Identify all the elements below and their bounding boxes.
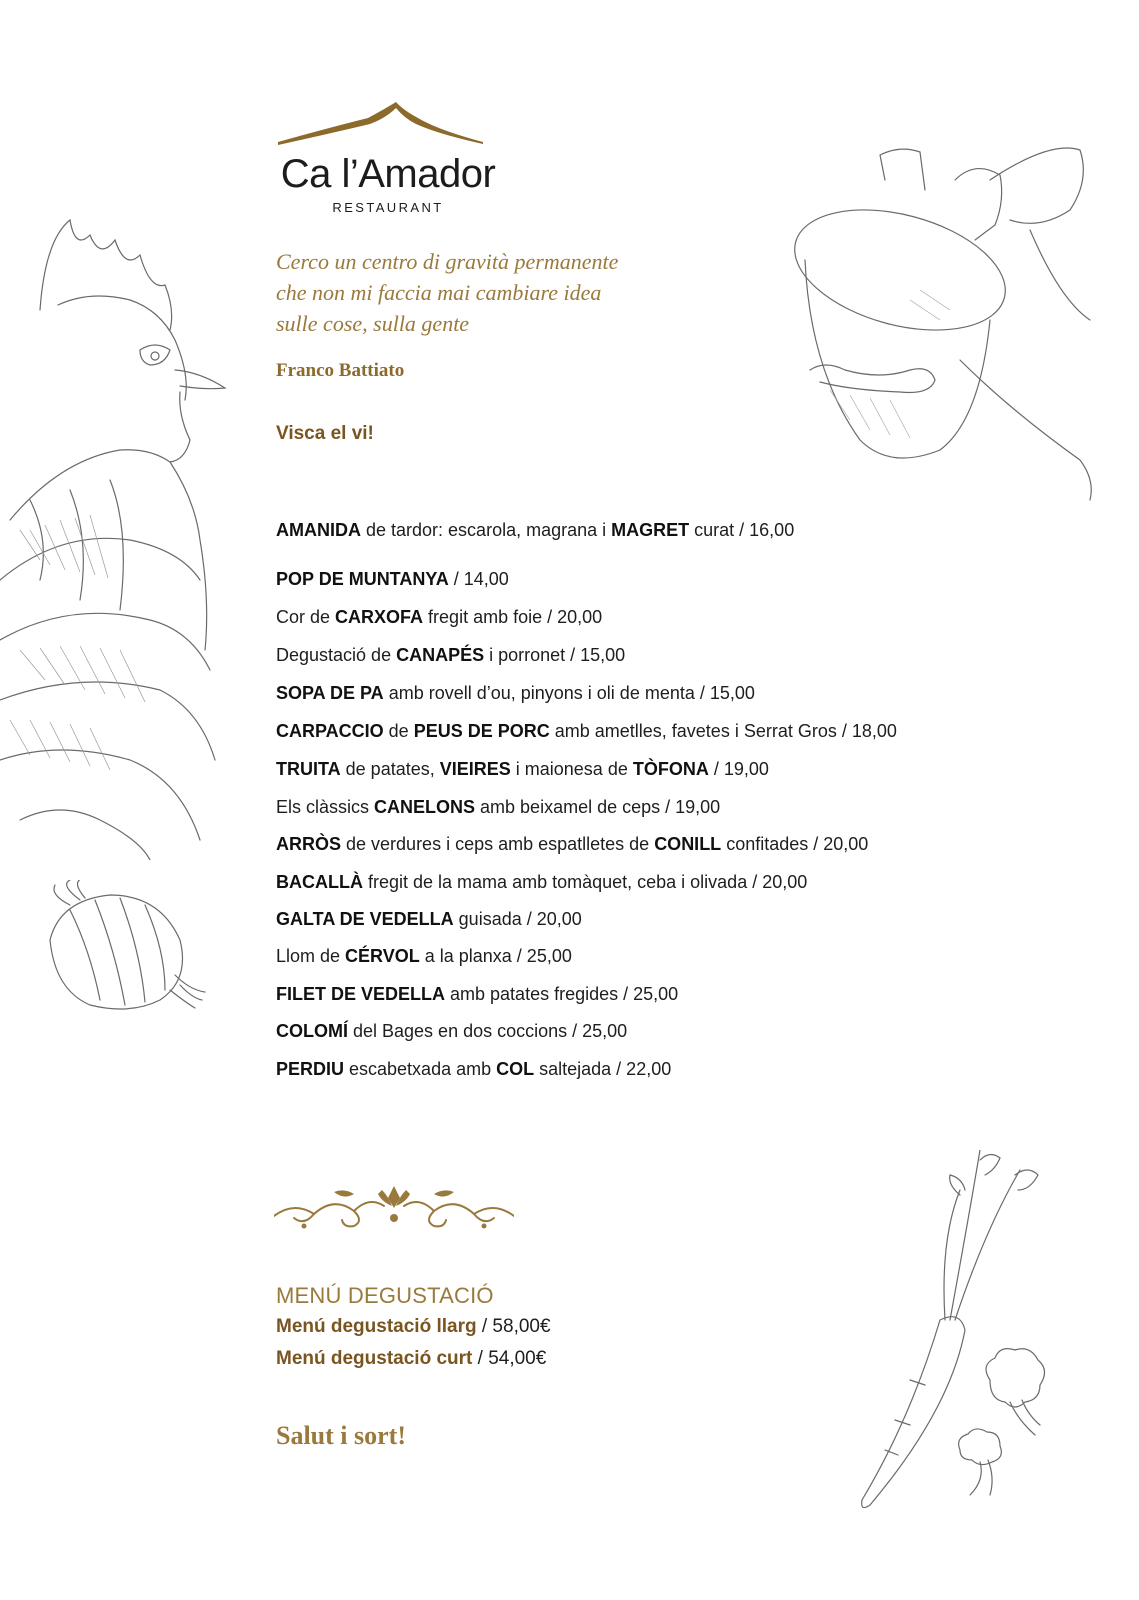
dish-highlight: PERDIU	[276, 1059, 345, 1079]
dish-item	[276, 1059, 671, 1080]
dish-text: guisada / 20,00	[453, 909, 582, 929]
dish-item	[276, 834, 868, 855]
dish-item	[276, 759, 769, 780]
tasting-menu-item	[276, 1348, 546, 1370]
dish-highlight: CÉRVOL	[345, 946, 420, 966]
mountain-icon	[278, 100, 498, 160]
restaurant-subtitle: RESTAURANT	[332, 200, 444, 215]
greeting: Visca el vi!	[276, 423, 374, 444]
dish-text: saltejada / 22,00	[534, 1059, 672, 1079]
dish-highlight: COLOMÍ	[276, 1021, 348, 1041]
dish-item	[276, 683, 755, 704]
dish-highlight: POP DE MUNTANYA	[276, 569, 449, 589]
dish-text: amb beixamel de ceps / 19,00	[475, 797, 721, 817]
dish-highlight: CONILL	[654, 834, 722, 854]
dish-text: fregit de la mama amb tomàquet, ceba i olivada / 20,00	[363, 872, 808, 892]
dish-highlight: ARRÒS	[276, 834, 342, 854]
dish-highlight: TÒFONA	[632, 759, 709, 779]
dish-highlight: CANELONS	[374, 797, 476, 817]
dish-text: i porronet / 15,00	[484, 645, 626, 665]
dish-text: de verdures i ceps amb espatlletes de	[341, 834, 655, 854]
dish-item	[276, 797, 720, 818]
onion-illustration	[40, 880, 210, 1020]
pot-illustration	[790, 120, 1110, 510]
restaurant-name: Ca l’Amador	[280, 152, 496, 196]
dish-highlight: VIEIRES	[439, 759, 511, 779]
closing-text: Salut i sort!	[276, 1421, 406, 1450]
dish-highlight: MAGRET	[611, 520, 690, 540]
dish-item	[276, 645, 625, 666]
dish-text: amb patates fregides / 25,00	[445, 984, 679, 1004]
quote-line: sulle cose, sulla gente	[276, 311, 470, 336]
rooster-illustration	[0, 200, 240, 860]
dish-highlight: BACALLÀ	[276, 872, 363, 892]
dish-text: a la planxa / 25,00	[419, 946, 572, 966]
tasting-menu-title: MENÚ DEGUSTACIÓ	[276, 1283, 494, 1308]
dish-highlight: COL	[496, 1059, 535, 1079]
dish-text: amb ametlles, favetes i Serrat Gros / 18,00	[549, 721, 897, 741]
dish-item	[276, 607, 602, 628]
dish-text: / 19,00	[708, 759, 769, 779]
dish-highlight: AMANIDA	[276, 520, 361, 540]
quote-author: Franco Battiato	[276, 360, 405, 381]
dish-text: amb rovell d’ou, pinyons i oli de menta / 15,00	[383, 683, 755, 703]
dish-item	[276, 721, 897, 742]
dish-text: Degustació de	[276, 645, 397, 665]
dish-text: / 14,00	[448, 569, 509, 589]
dish-item	[276, 1021, 627, 1042]
tasting-menu-price: / 58,00€	[476, 1316, 551, 1337]
quote-line: Cerco un centro di gravità permanente	[276, 249, 619, 274]
dish-text: Llom de	[276, 946, 346, 966]
dish-text: de	[383, 721, 414, 741]
dish-text: de tardor: escarola, magrana i	[361, 520, 612, 540]
dish-highlight: CARPACCIO	[276, 721, 384, 741]
dish-item	[276, 872, 807, 893]
carrot-illustration	[850, 1150, 1070, 1520]
dish-text: curat / 16,00	[689, 520, 795, 540]
tasting-menu-item	[276, 1316, 551, 1338]
quote-line: che non mi faccia mai cambiare idea	[276, 280, 602, 305]
dish-item	[276, 569, 509, 590]
ornament-divider	[274, 1186, 514, 1236]
quote	[276, 246, 756, 339]
dish-highlight: SOPA DE PA	[276, 683, 384, 703]
tasting-menu-name: Menú degustació llarg	[276, 1316, 477, 1337]
dish-item	[276, 946, 572, 967]
dish-text: escabetxada amb	[344, 1059, 497, 1079]
dish-text: del Bages en dos coccions / 25,00	[348, 1021, 628, 1041]
dish-highlight: PEUS DE PORC	[413, 721, 550, 741]
dish-item	[276, 520, 794, 541]
dish-text: i maionesa de	[510, 759, 633, 779]
dish-text: Cor de	[276, 607, 336, 627]
dish-highlight: GALTA DE VEDELLA	[276, 909, 454, 929]
dish-item	[276, 984, 678, 1005]
dish-highlight: CARXOFA	[335, 607, 424, 627]
dish-highlight: FILET DE VEDELLA	[276, 984, 446, 1004]
dish-highlight: TRUITA	[276, 759, 341, 779]
dish-highlight: CANAPÉS	[396, 645, 485, 665]
dish-text: confitades / 20,00	[721, 834, 869, 854]
dish-text: Els clàssics	[276, 797, 375, 817]
dish-text: fregit amb foie / 20,00	[423, 607, 603, 627]
restaurant-logo	[278, 100, 498, 220]
tasting-menu-price: / 54,00€	[472, 1348, 547, 1369]
tasting-menu-name: Menú degustació curt	[276, 1348, 473, 1369]
dish-text: de patates,	[340, 759, 440, 779]
dish-item	[276, 909, 582, 930]
